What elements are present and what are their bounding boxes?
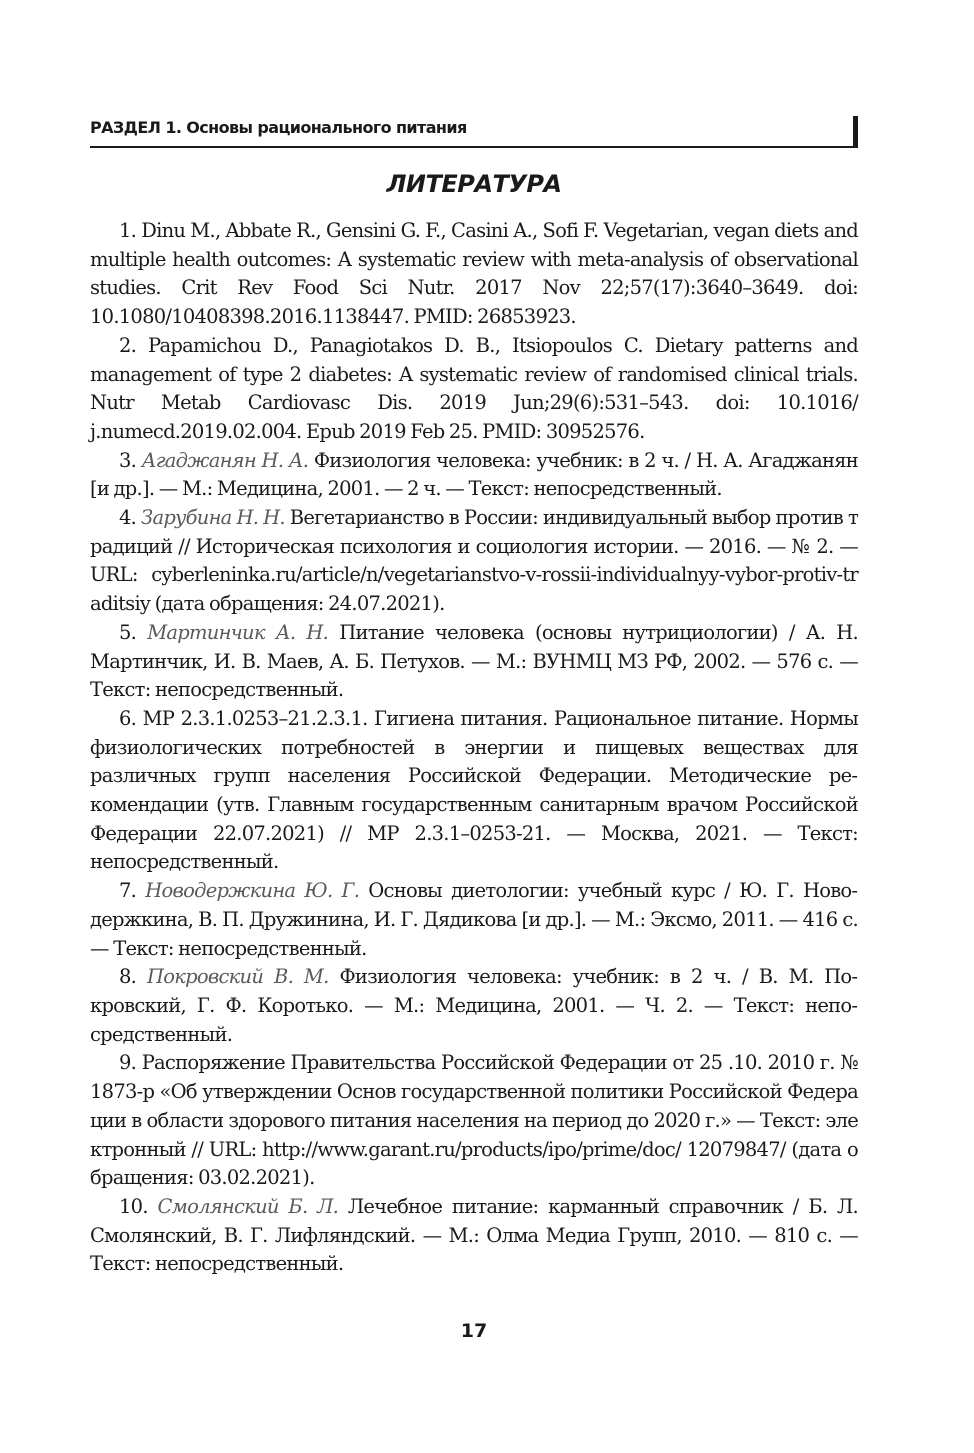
reference-text: Распоряжение Правительства Российской Федерации от 25 .10. 2010 г. № 1873-р «Об утверждении Основ государственной политики Российской Федерации в области здорового питания населения на период до 2020 г.» — Текст: электронный // URL: http://www.garant.ru/products/ipo/prime/doc/ 12079847/ (дата обращения: 03.02.2021). [90, 1051, 858, 1190]
reference-number: 7. [119, 879, 137, 903]
reference-number: 9. [119, 1051, 137, 1075]
reference-number: 4. [119, 506, 137, 530]
reference-item-1 [90, 217, 858, 332]
reference-item-3 [90, 447, 858, 504]
reference-author: Зарубина Н. Н. [141, 506, 285, 530]
reference-item-4 [90, 504, 858, 619]
reference-text: Dinu M., Abbate R., Gensini G. F., Casini A., Sofi F. Vegetarian, vegan diets and multiple health outcomes: A systematic review with meta-analysis of observational studies. Crit Rev Food Sci Nutr. 2017 Nov 22;57(17):3640–3649. doi: 10.1080/10408398.2016.1138447. PMID: 26853923. [90, 219, 858, 329]
reference-text: Papamichou D., Panagiotakos D. B., Itsiopoulos C. Dietary patterns and management of type 2 diabetes: A systematic review of randomised clinical trials. Nutr Metab Cardiovasc Dis. 2019 Jun;29(6):531–543. doi: 10.1016/ j.numecd.2019.02.004. Epub 2019 Feb 25. PMID: 30952576. [90, 333, 859, 443]
reference-text: Вегетарианство в России: индивидуальный выбор против традиций // Историческая психология и социология истории. — 2016. — № 2. — URL: cyberleninka.ru/article/n/vegetarianstvo-v-rossii-individualnyy-vybor-protiv-traditsiy (дата обращения: 24.07.2021). [90, 506, 858, 616]
reference-text: Питание человека (основы нутрициологии) / А. Н. Мартинчик, И. В. Маев, А. Б. Петухов. — М.: ВУНМЦ МЗ РФ, 2002. — 576 с. — Текст: непосредственный. [90, 620, 859, 702]
reference-item-7 [90, 877, 858, 963]
reference-item-10 [90, 1193, 858, 1279]
reference-item-9 [90, 1049, 858, 1193]
reference-item-5 [90, 619, 858, 705]
running-header [90, 112, 858, 148]
reference-number: 3. [119, 448, 137, 472]
reference-text: Лечебное питание: карманный справочник / Б. Л. Смолянский, В. Г. Лифляндский. — М.: Олма Медиа Групп, 2010. — 810 с. — Текст: непосредственный. [90, 1194, 858, 1276]
reference-number: 8. [119, 965, 137, 989]
page-number: 17 [460, 1320, 488, 1342]
reference-number: 10. [119, 1194, 148, 1218]
reference-number: 5. [119, 620, 137, 644]
reference-text: Основы диетологии: учебный курс / Ю. Г. Новодержкина, В. П. Дружинина, И. Г. Дядикова [и др.]. — М.: Эксмо, 2011. — 416 с. — Текст: непосредственный. [90, 879, 859, 960]
reference-item-2 [90, 332, 858, 447]
section-title: ЛИТЕРАТУРА [386, 170, 562, 198]
header-marker-bar [853, 116, 858, 146]
reference-item-6 [90, 705, 858, 877]
reference-number: 1. [119, 219, 137, 242]
reference-text: Физиология человека: учебник: в 2 ч. / Н. А. Агаджанян [и др.]. — М.: Медицина, 2001. — 2 ч. — Текст: непосредственный. [90, 448, 858, 501]
reference-list [90, 217, 858, 1279]
reference-author: Покровский В. М. [147, 965, 329, 989]
reference-author: Смолянский Б. Л. [157, 1194, 339, 1218]
reference-number: 6. [119, 706, 137, 730]
reference-item-8 [90, 963, 858, 1049]
reference-author: Мартинчик А. Н. [147, 620, 329, 644]
reference-author: Новодержкина Ю. Г. [145, 879, 360, 903]
reference-text: Физиология человека: учебник: в 2 ч. / В. М. Покровский, Г. Ф. Коротько. — М.: Медицина, 2001. — Ч. 2. — Текст: непосредственный. [90, 965, 859, 1046]
running-header-title: РАЗДЕЛ 1. Основы рационального питания [90, 118, 467, 137]
reference-number: 2. [119, 333, 137, 357]
reference-text: МР 2.3.1.0253–21.2.3.1. Гигиена питания. Рациональное питание. Нормы физиологических потребностей в энергии и пищевых веществах для различных групп населения Российской Федерации. Методические рекомендации (утв. Главным государственным санитарным врачом Российской Федерации 22.07.2021) // МР 2.3.1–0253-21. — Москва, 2021. — Текст: непосредственный. [90, 706, 858, 874]
reference-author: Агаджанян Н. А. [141, 448, 309, 472]
